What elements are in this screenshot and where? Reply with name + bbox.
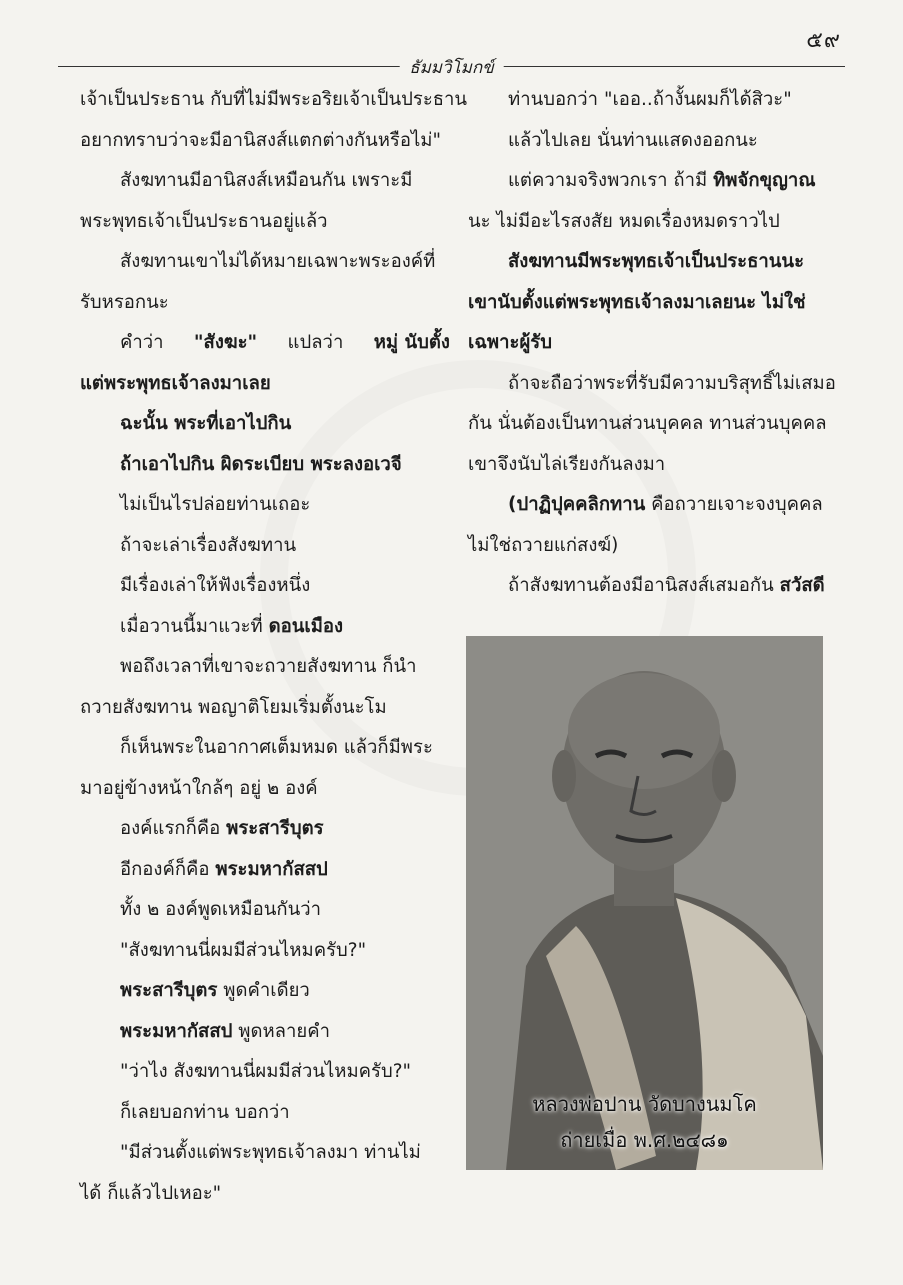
text-line: แล้วไปเลย นั่นท่านแสดงออกนะ bbox=[508, 129, 758, 151]
text-line: เขาจึงนับไล่เรียงกันลงมา bbox=[468, 453, 666, 475]
text-span: คำว่า bbox=[120, 332, 164, 353]
text-line bbox=[80, 850, 450, 891]
quote-line: "มีส่วนตั้งแต่พระพุทธเจ้าลงมา ท่านไม่ bbox=[120, 1142, 421, 1163]
text-span: ถ้าสังฆทานต้องมีอานิสงส์เสมอกัน bbox=[508, 575, 774, 596]
text-span: พูดคำเดียว bbox=[223, 980, 310, 1001]
text-line bbox=[468, 566, 823, 607]
term-divine-eye: ทิพจักขุญาณ bbox=[713, 170, 816, 191]
text-span: คือถวายเจาะจงบุคคล bbox=[651, 494, 823, 515]
name-sariputta: พระสารีบุตร bbox=[120, 980, 218, 1001]
text-span: แปลว่า bbox=[287, 332, 344, 353]
text-line bbox=[80, 80, 468, 121]
right-column bbox=[468, 80, 836, 607]
bold-line: สังฆทานมีพระพุทธเจ้าเป็นประธานนะ bbox=[508, 251, 805, 272]
text-line: มาอยู่ข้างหน้าใกล้ๆ อยู่ ๒ องค์ bbox=[80, 777, 318, 799]
closing-word: สวัสดี bbox=[779, 575, 825, 596]
text-span: แต่ความจริงพวกเรา ถ้ามี bbox=[508, 170, 708, 191]
text-line bbox=[80, 1012, 450, 1053]
text-line: ถ้าจะเล่าเรื่องสังฆทาน bbox=[120, 534, 297, 556]
name-mahakassapa: พระมหากัสสป bbox=[120, 1020, 233, 1042]
text-line bbox=[80, 323, 450, 364]
bold-line: ฉะนั้น พระที่เอาไปกิน bbox=[120, 413, 292, 434]
left-column bbox=[80, 80, 468, 1214]
photo-caption-date: ถ่ายเมื่อ พ.ศ.๒๔๘๑ bbox=[560, 1128, 729, 1152]
quote-line: ได้ ก็แล้วไปเหอะ" bbox=[80, 1182, 222, 1204]
text-line: กัน นั่นต้องเป็นทานส่วนบุคคล ทานส่วนบุคคล bbox=[468, 413, 827, 434]
running-title: ธัมมวิโมกข์ bbox=[399, 54, 504, 81]
name-mahakassapa: พระมหากัสสป bbox=[215, 858, 328, 880]
text-line: พระพุทธเจ้าเป็นประธานอยู่แล้ว bbox=[80, 210, 328, 232]
bold-line: เฉพาะผู้รับ bbox=[468, 332, 552, 353]
bold-line: แต่พระพุทธเจ้าลงมาเลย bbox=[80, 372, 271, 394]
text-line: ถ้าจะถือว่าพระที่รับมีความบริสุทธิ์ไม่เสมอ bbox=[508, 372, 836, 394]
place-don-mueang: ดอนเมือง bbox=[268, 615, 344, 637]
name-sariputta: พระสารีบุตร bbox=[226, 818, 324, 839]
text-span: องค์แรกก็คือ bbox=[120, 818, 221, 839]
running-header bbox=[58, 58, 845, 78]
bold-line: ถ้าเอาไปกิน ผิดระเบียบ พระลงอเวจี bbox=[120, 453, 402, 475]
photo-caption-name: หลวงพ่อปาน วัดบางนมโค bbox=[532, 1092, 757, 1116]
text-span: เจ้าเป็นประธาน กับที่ไม่มีพระอริยเจ้าเป็นประธาน bbox=[80, 89, 468, 110]
text-line: ก็เห็นพระในอากาศเต็มหมด แล้วก็มีพระ bbox=[120, 737, 433, 758]
text-line bbox=[80, 809, 450, 850]
text-line: พอถึงเวลาที่เขาจะถวายสังฆทาน ก็นำ bbox=[120, 656, 417, 677]
quote-line: "สังฆทานนี่ผมมีส่วนไหมครับ?" bbox=[120, 939, 367, 961]
quote-line: "ว่าไง สังฆทานนี่ผมมีส่วนไหมครับ?" bbox=[120, 1061, 412, 1082]
text-line: ไม่เป็นไรปล่อยท่านเถอะ bbox=[120, 494, 311, 515]
text-line bbox=[468, 161, 823, 202]
text-line: สังฆทานมีอานิสงส์เหมือนกัน เพราะมี bbox=[120, 170, 413, 191]
text-line bbox=[468, 485, 823, 526]
text-span: พูดหลายคำ bbox=[238, 1020, 330, 1042]
text-line: สังฆทานเขาไม่ได้หมายเฉพาะพระองค์ที่ bbox=[120, 251, 436, 272]
text-line: อยากทราบว่าจะมีอานิสงส์แตกต่างกันหรือไม่" bbox=[80, 129, 441, 151]
text-line: นะ ไม่มีอะไรสงสัย หมดเรื่องหมดราวไป bbox=[468, 210, 780, 232]
text-line: รับหรอกนะ bbox=[80, 291, 169, 313]
text-line: ไม่ใช่ถวายแก่สงฆ์) bbox=[468, 534, 619, 556]
term-patipuggalika: (ปาฏิปุคคลิกทาน bbox=[508, 494, 646, 515]
text-line bbox=[80, 607, 450, 648]
quote-line: ท่านบอกว่า "เออ..ถ้างั้นผมก็ได้สิวะ" bbox=[508, 89, 792, 110]
bold-line: เขานับตั้งแต่พระพุทธเจ้าลงมาเลยนะ ไม่ใช่ bbox=[468, 291, 806, 313]
text-line: ก็เลยบอกท่าน บอกว่า bbox=[120, 1101, 290, 1123]
text-line: ทั้ง ๒ องค์พูดเหมือนกันว่า bbox=[120, 899, 322, 920]
text-line: ถวายสังฆทาน พอญาติโยมเริ่มตั้งนะโม bbox=[80, 696, 387, 718]
bold-phrase: หมู่ นับตั้ง bbox=[373, 332, 450, 353]
text-line bbox=[80, 971, 450, 1012]
text-span: เมื่อวานนี้มาแวะที่ bbox=[120, 615, 263, 637]
page-number: ๕๙ bbox=[806, 28, 841, 53]
text-line: มีเรื่องเล่าให้ฟังเรื่องหนึ่ง bbox=[120, 575, 311, 596]
text-span: อีกองค์ก็คือ bbox=[120, 858, 210, 880]
term-sangha: "สังฆะ" bbox=[193, 332, 258, 353]
